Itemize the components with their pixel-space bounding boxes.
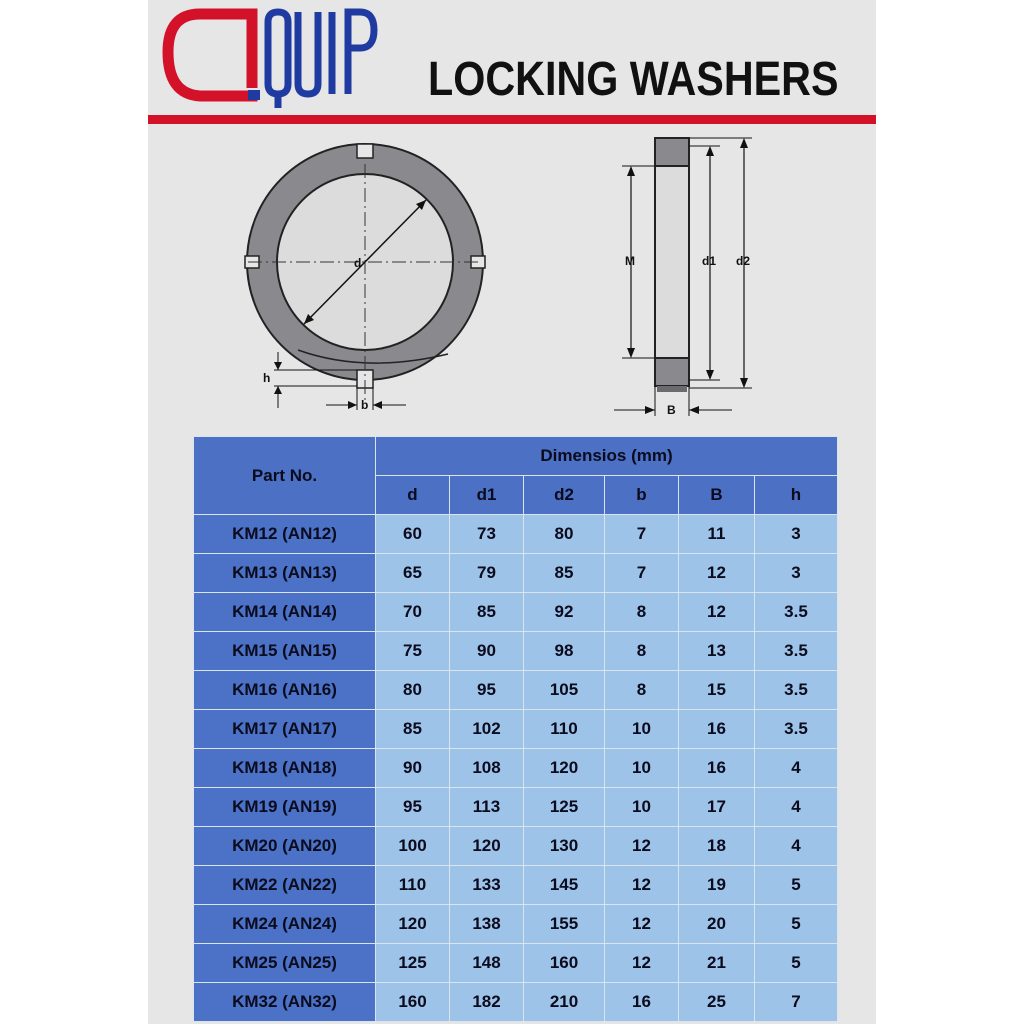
dimension-cell: 125 <box>524 788 605 827</box>
dimension-cell: 19 <box>679 866 755 905</box>
dimension-cell: 18 <box>679 827 755 866</box>
dimension-cell: 5 <box>755 905 838 944</box>
part-number-cell: KM15 (AN15) <box>194 632 376 671</box>
label-d2: d2 <box>736 254 751 268</box>
header-divider <box>148 115 876 124</box>
table-row <box>194 788 838 827</box>
dimension-cell: 138 <box>450 905 524 944</box>
dimension-cell: 12 <box>605 866 679 905</box>
dimension-cell: 85 <box>376 710 450 749</box>
label-b: b <box>361 398 369 412</box>
part-number-cell: KM12 (AN12) <box>194 515 376 554</box>
dimension-cell: 16 <box>605 983 679 1022</box>
dimension-cell: 3 <box>755 554 838 593</box>
dimension-cell: 12 <box>605 905 679 944</box>
dimension-cell: 108 <box>450 749 524 788</box>
part-number-cell: KM25 (AN25) <box>194 944 376 983</box>
part-number-cell: KM14 (AN14) <box>194 593 376 632</box>
dimension-cell: 95 <box>376 788 450 827</box>
dimension-cell: 100 <box>376 827 450 866</box>
dimension-cell: 148 <box>450 944 524 983</box>
label-M: M <box>625 254 635 268</box>
part-number-cell: KM22 (AN22) <box>194 866 376 905</box>
dimension-cell: 85 <box>524 554 605 593</box>
dimension-cell: 160 <box>376 983 450 1022</box>
dimension-cell: 95 <box>450 671 524 710</box>
part-number-header: Part No. <box>194 437 376 515</box>
dimension-cell: 7 <box>755 983 838 1022</box>
dimension-cell: 3.5 <box>755 671 838 710</box>
dimension-cell: 79 <box>450 554 524 593</box>
dimension-cell: 92 <box>524 593 605 632</box>
washer-drawing <box>148 124 876 436</box>
dimension-cell: 145 <box>524 866 605 905</box>
label-h: h <box>263 371 271 385</box>
dimension-cell: 120 <box>524 749 605 788</box>
label-d1: d1 <box>702 254 717 268</box>
part-number-cell: KM17 (AN17) <box>194 710 376 749</box>
dimension-cell: 60 <box>376 515 450 554</box>
dimension-cell: 65 <box>376 554 450 593</box>
dimension-cell: 125 <box>376 944 450 983</box>
column-header: d1 <box>450 476 524 515</box>
dimension-cell: 110 <box>376 866 450 905</box>
table-row <box>194 905 838 944</box>
dimension-cell: 3.5 <box>755 593 838 632</box>
label-B: B <box>667 403 676 417</box>
table-row <box>194 593 838 632</box>
dimension-cell: 75 <box>376 632 450 671</box>
dimension-cell: 3.5 <box>755 710 838 749</box>
dimension-cell: 8 <box>605 593 679 632</box>
quip-logo <box>160 4 390 114</box>
dimension-cell: 4 <box>755 749 838 788</box>
dimension-cell: 10 <box>605 788 679 827</box>
column-header: B <box>679 476 755 515</box>
dimension-cell: 130 <box>524 827 605 866</box>
part-number-cell: KM18 (AN18) <box>194 749 376 788</box>
dimension-cell: 210 <box>524 983 605 1022</box>
part-number-cell: KM32 (AN32) <box>194 983 376 1022</box>
column-header: b <box>605 476 679 515</box>
dimension-cell: 120 <box>450 827 524 866</box>
table-row <box>194 944 838 983</box>
dimension-cell: 90 <box>376 749 450 788</box>
dimension-cell: 10 <box>605 710 679 749</box>
table-row <box>194 983 838 1022</box>
part-number-cell: KM20 (AN20) <box>194 827 376 866</box>
page-title: LOCKING WASHERS <box>428 53 839 106</box>
dimension-cell: 21 <box>679 944 755 983</box>
dimensions-group-header: Dimensios (mm) <box>376 437 838 476</box>
dimension-cell: 98 <box>524 632 605 671</box>
dimension-cell: 90 <box>450 632 524 671</box>
dimension-cell: 13 <box>679 632 755 671</box>
dimension-cell: 133 <box>450 866 524 905</box>
dimension-cell: 17 <box>679 788 755 827</box>
dimension-cell: 11 <box>679 515 755 554</box>
column-header: d <box>376 476 450 515</box>
dimension-cell: 8 <box>605 671 679 710</box>
dimension-cell: 182 <box>450 983 524 1022</box>
table-row <box>194 710 838 749</box>
dimensions-table <box>193 436 838 1022</box>
table-row <box>194 554 838 593</box>
dimension-cell: 80 <box>376 671 450 710</box>
dimension-cell: 155 <box>524 905 605 944</box>
dimension-cell: 110 <box>524 710 605 749</box>
dimension-cell: 8 <box>605 632 679 671</box>
dimension-cell: 80 <box>524 515 605 554</box>
dimension-cell: 16 <box>679 710 755 749</box>
dimension-cell: 3 <box>755 515 838 554</box>
part-number-cell: KM24 (AN24) <box>194 905 376 944</box>
dimension-cell: 3.5 <box>755 632 838 671</box>
table-row <box>194 671 838 710</box>
side-view <box>614 138 752 417</box>
column-header: d2 <box>524 476 605 515</box>
dimension-cell: 102 <box>450 710 524 749</box>
table-body <box>194 515 838 1022</box>
dimension-cell: 120 <box>376 905 450 944</box>
part-number-cell: KM13 (AN13) <box>194 554 376 593</box>
dimension-cell: 12 <box>605 827 679 866</box>
dimension-cell: 160 <box>524 944 605 983</box>
table-row <box>194 749 838 788</box>
dimension-cell: 7 <box>605 554 679 593</box>
table-row <box>194 866 838 905</box>
part-number-cell: KM16 (AN16) <box>194 671 376 710</box>
table-row <box>194 515 838 554</box>
label-d: d <box>354 256 362 270</box>
dimension-cell: 5 <box>755 866 838 905</box>
part-number-cell: KM19 (AN19) <box>194 788 376 827</box>
dimension-cell: 7 <box>605 515 679 554</box>
dimension-cell: 25 <box>679 983 755 1022</box>
table-row <box>194 632 838 671</box>
dimension-cell: 12 <box>605 944 679 983</box>
dimension-cell: 4 <box>755 827 838 866</box>
dimension-cell: 85 <box>450 593 524 632</box>
column-header: h <box>755 476 838 515</box>
front-view <box>245 144 485 412</box>
dimension-cell: 12 <box>679 593 755 632</box>
dimension-cell: 10 <box>605 749 679 788</box>
dimension-cell: 4 <box>755 788 838 827</box>
dimension-cell: 113 <box>450 788 524 827</box>
table-row <box>194 827 838 866</box>
dimension-cell: 15 <box>679 671 755 710</box>
dimension-cell: 12 <box>679 554 755 593</box>
dimension-cell: 70 <box>376 593 450 632</box>
dimension-cell: 20 <box>679 905 755 944</box>
dimension-cell: 105 <box>524 671 605 710</box>
dimension-cell: 16 <box>679 749 755 788</box>
dimension-cell: 5 <box>755 944 838 983</box>
dimension-cell: 73 <box>450 515 524 554</box>
